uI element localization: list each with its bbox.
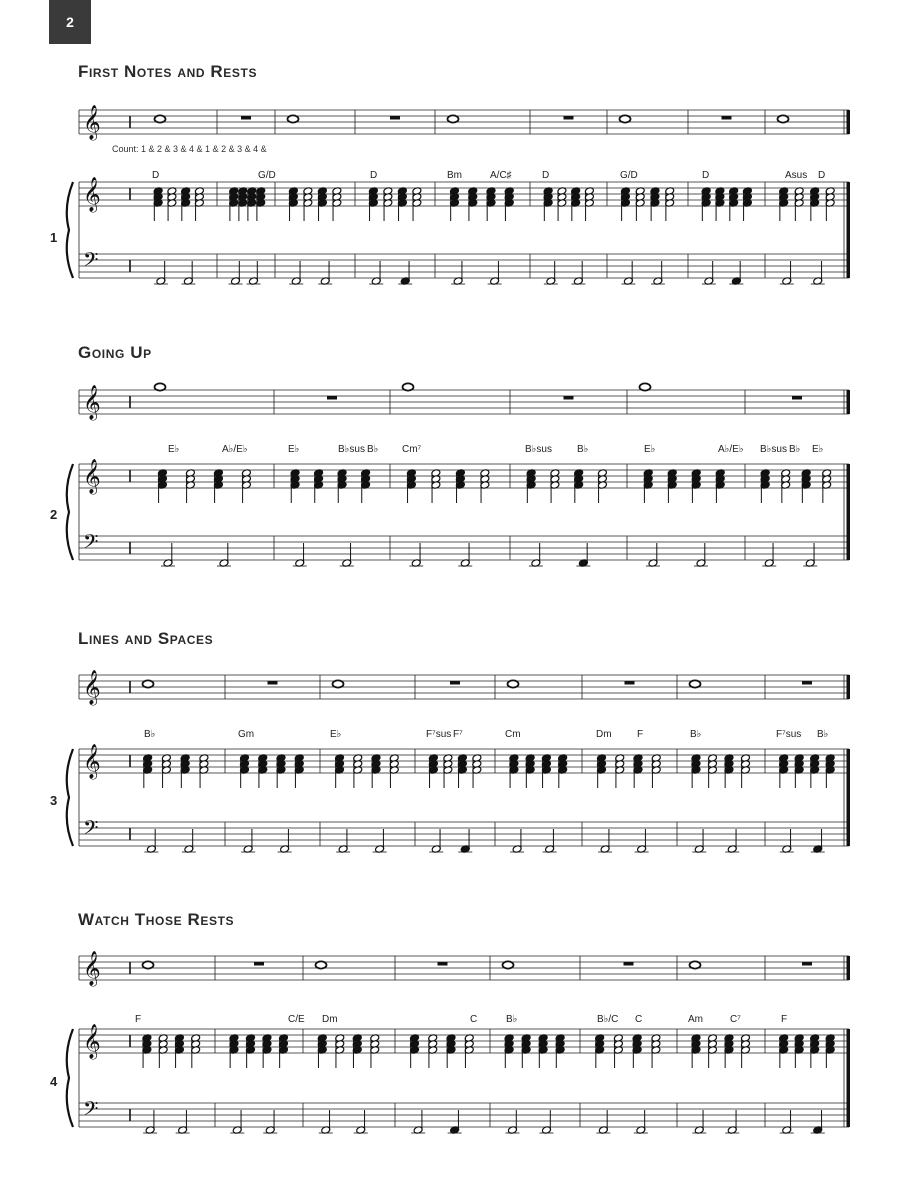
- treble-clef: 𝄞: [83, 670, 101, 705]
- chord-symbol: E♭: [330, 729, 342, 740]
- chord-symbol: Dm: [596, 729, 612, 740]
- system-number: 3: [50, 793, 58, 808]
- treble-clef: 𝄞: [83, 385, 101, 420]
- system-number: 4: [50, 1074, 58, 1089]
- whole-rest: [802, 962, 812, 966]
- treble-clef: 𝄞: [83, 1024, 101, 1059]
- chord-symbol: B♭: [690, 729, 702, 740]
- system-number: 2: [50, 507, 58, 522]
- chord-symbol: A/C♯: [490, 170, 512, 181]
- system-number: 1: [50, 230, 58, 245]
- bass-clef: 𝄢: [83, 1097, 99, 1125]
- chord-symbol: Gm: [238, 729, 255, 740]
- chord-symbol: C⁷: [730, 1014, 741, 1025]
- final-barline-thick: [847, 1029, 851, 1127]
- treble-clef: 𝄞: [83, 177, 101, 212]
- chord-symbol: Asus: [785, 170, 808, 181]
- chord-symbol: B♭sus: [338, 444, 365, 455]
- whole-note: [690, 961, 701, 968]
- chord-symbol: Am: [688, 1014, 703, 1025]
- bass-clef: 𝄢: [83, 248, 99, 276]
- chord-symbol: F⁷sus: [776, 729, 802, 740]
- chord-symbol: B♭sus: [760, 444, 787, 455]
- grand-staff-brace: [67, 1029, 73, 1127]
- chord-symbol: Bm: [447, 170, 462, 181]
- chord-symbol: B♭: [506, 1014, 518, 1025]
- chord-symbol: C: [635, 1014, 643, 1025]
- chord-symbol: F⁷sus: [426, 729, 452, 740]
- chord-symbol: G/D: [620, 170, 638, 181]
- chord-symbol: A♭/E♭: [718, 444, 744, 455]
- chord-symbol: C/E: [288, 1014, 305, 1025]
- final-barline-thick: [847, 956, 851, 980]
- count-text: Count: 1 & 2 & 3 & 4 & 1 & 2 & 3 & 4 &: [112, 144, 267, 154]
- chord-symbol: B♭: [817, 729, 829, 740]
- treble-clef: 𝄞: [83, 744, 101, 779]
- chord-symbol: E♭: [288, 444, 300, 455]
- chord-symbol: B♭: [577, 444, 589, 455]
- chord-symbol: Cm⁷: [402, 444, 422, 455]
- chord-symbol: D: [542, 170, 550, 181]
- treble-clef: 𝄞: [83, 105, 101, 140]
- chord-symbol: F⁷: [453, 729, 463, 740]
- chord-symbol: B♭: [367, 444, 379, 455]
- chord-symbol: D: [152, 170, 160, 181]
- chord-symbol: F: [135, 1014, 142, 1025]
- treble-clef: 𝄞: [83, 459, 101, 494]
- chord-symbol: B♭: [789, 444, 801, 455]
- chord-symbol: Dm: [322, 1014, 338, 1025]
- chord-symbol: C: [470, 1014, 478, 1025]
- whole-rest: [438, 962, 448, 966]
- chord-symbol: F: [637, 729, 644, 740]
- whole-note: [316, 961, 327, 968]
- chord-symbol: E♭: [644, 444, 656, 455]
- chord-symbol: B♭: [144, 729, 156, 740]
- whole-note: [503, 961, 514, 968]
- chord-symbol: D: [370, 170, 378, 181]
- section-title-going-up: Going Up: [78, 343, 152, 362]
- section-title-first-notes: First Notes and Rests: [78, 62, 258, 81]
- chord-symbol: D: [702, 170, 710, 181]
- whole-rest: [254, 962, 264, 966]
- whole-rest: [624, 962, 634, 966]
- chord-symbol: Cm: [505, 729, 521, 740]
- chord-symbol: B♭sus: [525, 444, 552, 455]
- chord-symbol: B♭/C: [597, 1014, 619, 1025]
- whole-note: [143, 961, 154, 968]
- bass-clef: 𝄢: [83, 816, 99, 844]
- page-number: 2: [49, 0, 91, 44]
- chord-symbol: G/D: [258, 170, 276, 181]
- bass-clef: 𝄢: [83, 530, 99, 558]
- chord-symbol: E♭: [812, 444, 824, 455]
- section-title-lines-and-spaces: Lines and Spaces: [78, 629, 214, 648]
- treble-clef: 𝄞: [83, 951, 101, 986]
- chord-symbol: F: [781, 1014, 788, 1025]
- section-title-watch-those-rests: Watch Those Rests: [78, 910, 235, 929]
- chord-symbol: D: [818, 170, 826, 181]
- chord-symbol: A♭/E♭: [222, 444, 248, 455]
- chord-symbol: E♭: [168, 444, 180, 455]
